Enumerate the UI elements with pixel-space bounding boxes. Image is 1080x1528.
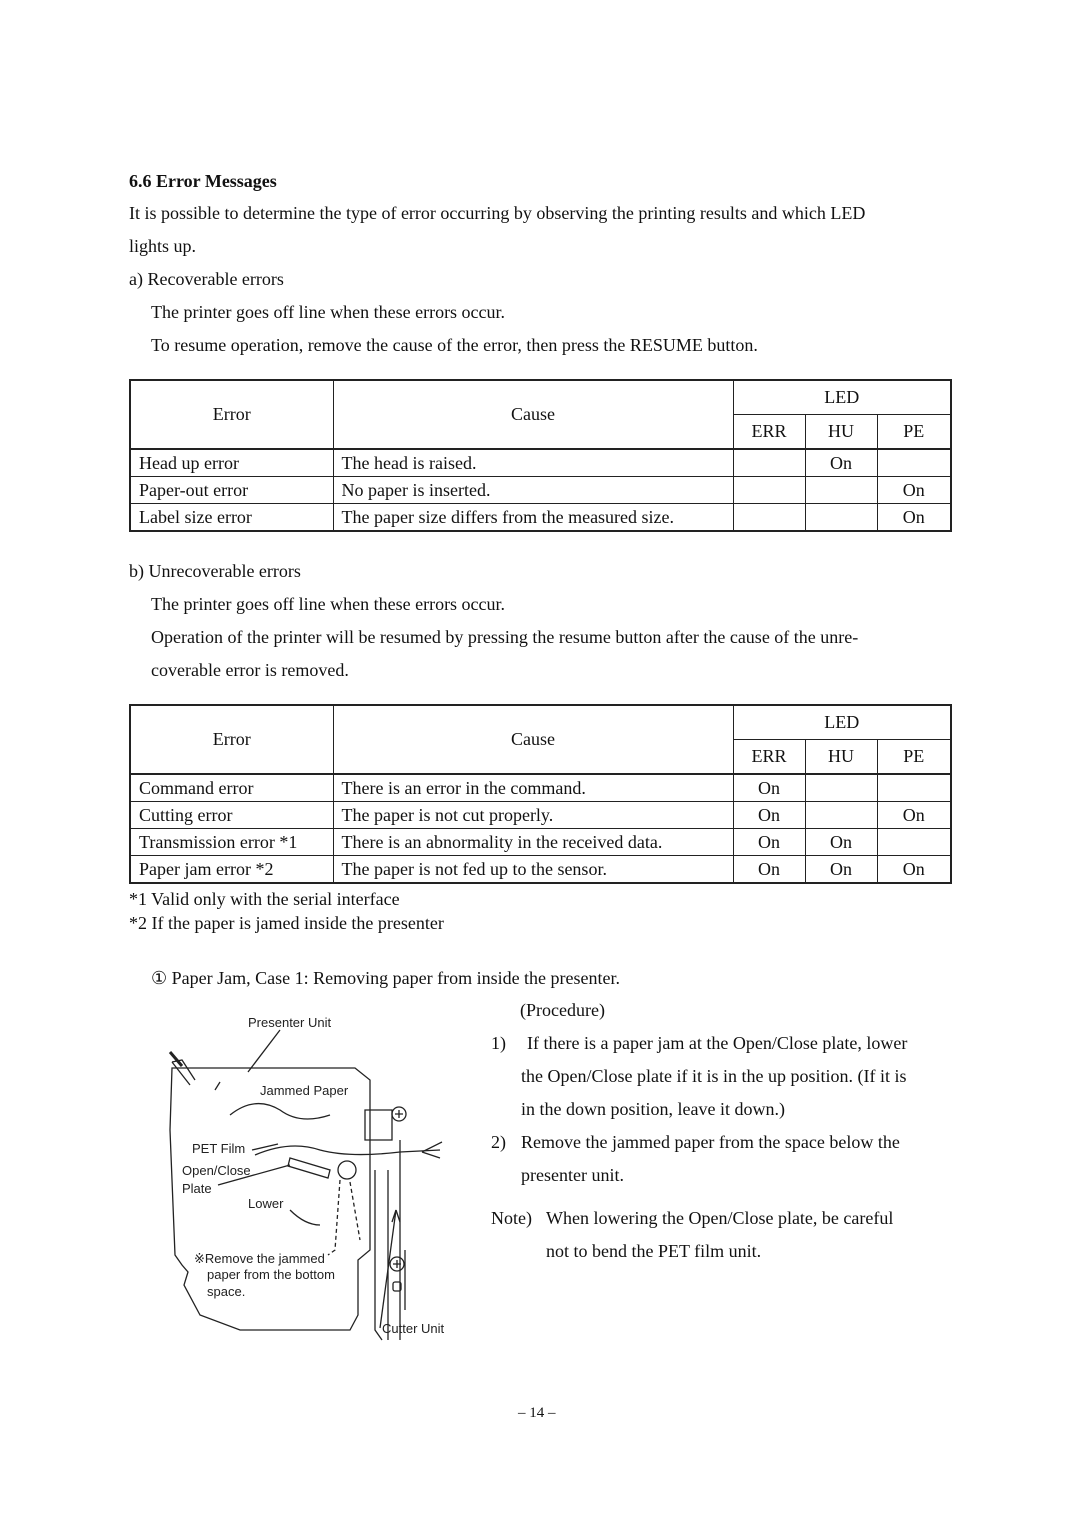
step-2-line-2: presenter unit.	[521, 1165, 624, 1185]
footnote-1: *1 Valid only with the serial interface	[129, 889, 400, 909]
page-number: – 14 –	[518, 1405, 556, 1421]
cell-err: On	[733, 802, 805, 829]
recoverable-line-1: The printer goes off line when these errors occur.	[151, 302, 506, 322]
pointer-tick	[215, 1082, 220, 1090]
presenter-diagram	[160, 1010, 460, 1350]
header-cause: Cause	[333, 380, 733, 449]
jammed-paper	[230, 1104, 330, 1119]
cell-cause: There is an error in the command.	[333, 774, 733, 802]
section-heading: 6.6 Error Messages	[129, 171, 277, 191]
header-hu: HU	[805, 415, 877, 450]
cell-err	[733, 477, 805, 504]
cell-error: Paper jam error *2	[130, 856, 333, 884]
cell-err	[733, 504, 805, 532]
cell-cause: The paper is not cut properly.	[333, 802, 733, 829]
cell-err: On	[733, 856, 805, 884]
lower-arrow	[290, 1210, 320, 1225]
cell-error: Transmission error *1	[130, 829, 333, 856]
header-cause: Cause	[333, 705, 733, 774]
cell-hu	[805, 504, 877, 532]
right-bracket	[365, 1110, 392, 1140]
header-error: Error	[130, 705, 333, 774]
cell-err: On	[733, 774, 805, 802]
cell-error: Paper-out error	[130, 477, 333, 504]
intro-line-2: lights up.	[129, 236, 197, 256]
header-err: ERR	[733, 415, 805, 450]
table-row	[130, 449, 951, 477]
label-remove-3: space.	[207, 1284, 246, 1299]
table-header-row	[130, 705, 951, 740]
paper-path	[255, 1146, 440, 1155]
label-lower: Lower	[248, 1196, 284, 1211]
cell-hu: On	[805, 829, 877, 856]
cell-cause: No paper is inserted.	[333, 477, 733, 504]
unrecoverable-line-3: coverable error is removed.	[151, 660, 349, 680]
label-remove-2: paper from the bottom	[207, 1267, 335, 1282]
label-open-close: Open/Close	[182, 1163, 251, 1178]
intro-line-1: It is possible to determine the type of error occurring by observing the printing results and which LED	[129, 203, 866, 223]
roller	[338, 1161, 356, 1179]
table-row	[130, 504, 951, 532]
cell-err	[733, 449, 805, 477]
step-1-line-3: in the down position, leave it down.)	[521, 1099, 785, 1119]
step-2-line-1: Remove the jammed paper from the space below the	[521, 1132, 900, 1152]
cell-pe	[877, 829, 951, 856]
plate-lowered-path	[328, 1180, 340, 1255]
header-hu: HU	[805, 740, 877, 775]
cell-hu	[805, 477, 877, 504]
table-row	[130, 802, 951, 829]
cell-pe: On	[877, 856, 951, 884]
table-row	[130, 856, 951, 884]
table-header-row	[130, 380, 951, 415]
cell-hu: On	[805, 449, 877, 477]
cell-cause: The paper size differs from the measured size.	[333, 504, 733, 532]
cell-err: On	[733, 829, 805, 856]
label-jammed-paper: Jammed Paper	[260, 1083, 349, 1098]
presenter-pointer	[248, 1030, 280, 1072]
label-cutter-unit: Cutter Unit	[382, 1321, 445, 1336]
header-pe: PE	[877, 740, 951, 775]
recoverable-line-2: To resume operation, remove the cause of the error, then press the RESUME button.	[151, 335, 758, 355]
table-row	[130, 774, 951, 802]
note-line-1: When lowering the Open/Close plate, be careful	[546, 1208, 894, 1228]
header-pe: PE	[877, 415, 951, 450]
step-1-line-2: the Open/Close plate if it is in the up position. (If it is	[521, 1066, 907, 1086]
cell-pe: On	[877, 802, 951, 829]
label-remove-1: ※Remove the jammed	[194, 1251, 325, 1266]
step-1-number: 1)	[491, 1033, 506, 1053]
cell-error: Command error	[130, 774, 333, 802]
cell-hu	[805, 802, 877, 829]
open-close-plate	[288, 1158, 330, 1178]
label-plate: Plate	[182, 1181, 212, 1196]
cell-cause: The paper is not fed up to the sensor.	[333, 856, 733, 884]
step-1-line-1: If there is a paper jam at the Open/Close plate, lower	[527, 1033, 908, 1053]
cell-hu	[805, 774, 877, 802]
note-line-2: not to bend the PET film unit.	[546, 1241, 762, 1261]
step-2-number: 2)	[491, 1132, 506, 1152]
cell-pe: On	[877, 477, 951, 504]
cell-hu: On	[805, 856, 877, 884]
unrecoverable-line-2: Operation of the printer will be resumed by pressing the resume button after the cause of the unre-	[151, 627, 859, 647]
flap-tab	[170, 1052, 182, 1066]
cell-pe	[877, 774, 951, 802]
footnote-2: *2 If the paper is jamed inside the presenter	[129, 913, 444, 933]
table-row	[130, 829, 951, 856]
label-pet-film: PET Film	[192, 1141, 246, 1156]
recoverable-title: a) Recoverable errors	[129, 269, 284, 289]
cutter-arrowhead	[392, 1210, 400, 1222]
paper-jam-title: ① Paper Jam, Case 1: Removing paper from inside the presenter.	[151, 968, 621, 988]
gear-top-mark	[395, 1110, 403, 1118]
note-label: Note)	[491, 1208, 532, 1228]
header-led: LED	[733, 705, 951, 740]
cutter-body	[375, 1170, 382, 1340]
table-row	[130, 477, 951, 504]
unrecoverable-title: b) Unrecoverable errors	[129, 561, 301, 581]
cell-pe: On	[877, 504, 951, 532]
cell-error: Head up error	[130, 449, 333, 477]
cell-cause: There is an abnormality in the received data.	[333, 829, 733, 856]
cell-pe	[877, 449, 951, 477]
cutter-frame	[388, 1140, 405, 1340]
header-err: ERR	[733, 740, 805, 775]
cell-error: Cutting error	[130, 802, 333, 829]
plate-lowered-path-2	[350, 1182, 360, 1240]
label-presenter-unit: Presenter Unit	[248, 1015, 332, 1030]
header-led: LED	[733, 380, 951, 415]
procedure-label: (Procedure)	[520, 1000, 605, 1020]
cell-cause: The head is raised.	[333, 449, 733, 477]
cell-error: Label size error	[130, 504, 333, 532]
unrecoverable-line-1: The printer goes off line when these errors occur.	[151, 594, 506, 614]
header-error: Error	[130, 380, 333, 449]
recoverable-errors-table	[129, 379, 952, 532]
unrecoverable-errors-table	[129, 704, 952, 884]
flap-shape	[172, 1060, 195, 1085]
